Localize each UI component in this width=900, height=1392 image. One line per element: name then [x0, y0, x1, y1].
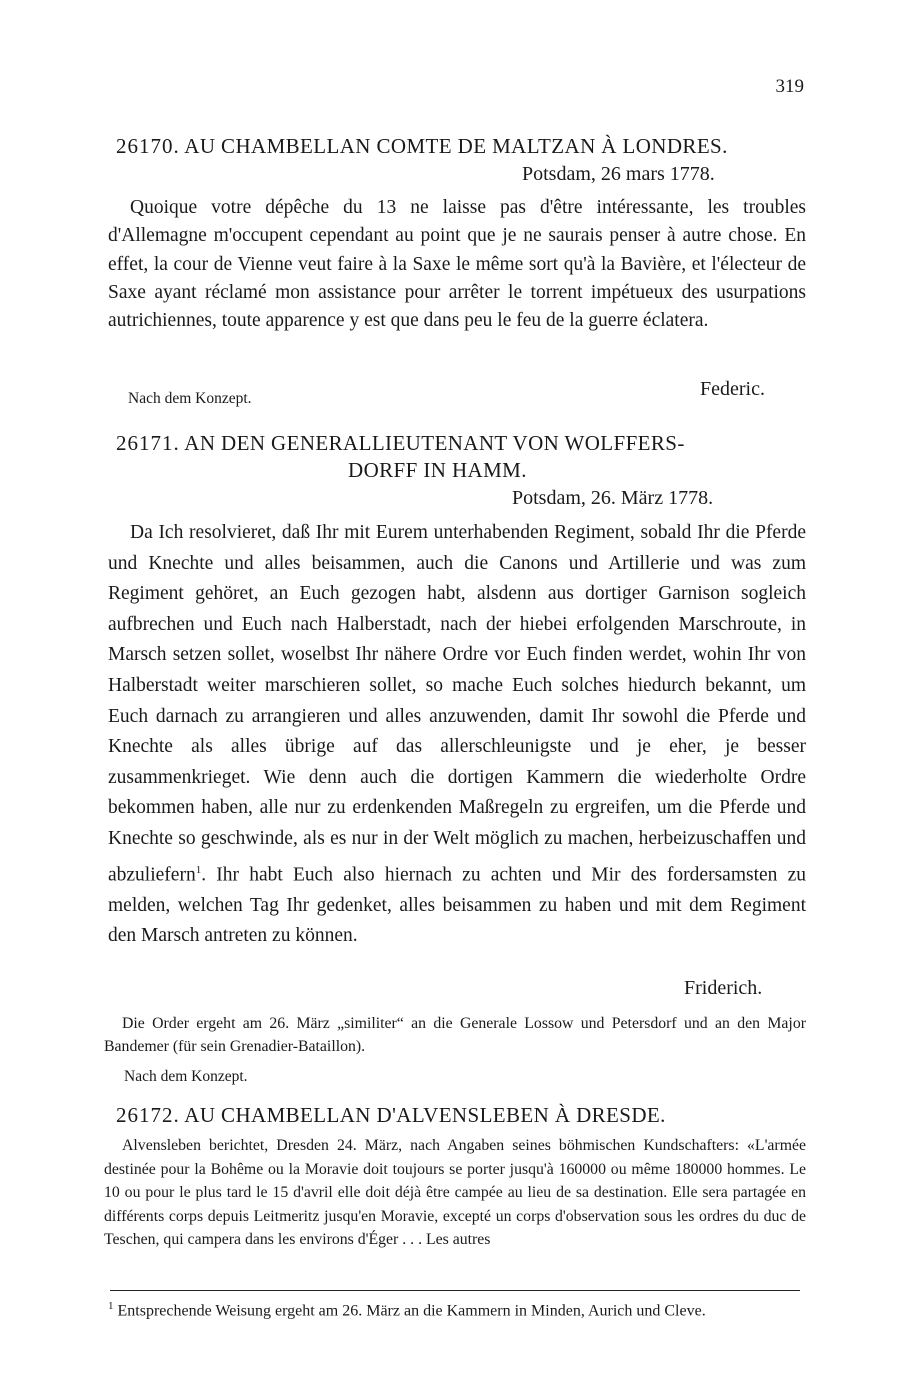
- letter-paragraph-text: Da Ich resolvieret, daß Ihr mit Eurem unterhabenden Regiment, sobald Ihr die Pferde und Knechte und alles beisammen, auch die Canons und Artillerie und was zum Regiment gehöret, an Euch gezogen habt, alsdenn aus dortiger Garnison sogleich aufbrechen und Euch nach Halberstadt, nach der hiebei erfolgenden Marschroute, in Marsch setzen sollet, woselbst Ihr nähere Ordre vor Euch finden werdet, wohin Ihr von Halberstadt weiter marschieren sollet, so mache Euch solches hiedurch bekannt, um Euch darnach zu arrangieren und alles anzuwenden, damit Ihr sowohl die Pferde und Knechte als alles übrige auf das allerschleunigste und je eher, je besser zusammenkrieget. Wie denn auch die dortigen Kammern die wiederholte Ordre bekommen haben, alle nur zu erdenkenden Maßregeln zu ergreifen, um die Pferde und Knechte so geschwinde, als es nur in der Welt möglich zu machen, herbeizuschaffen und abzuliefern: [108, 522, 806, 886]
- letter-number: 26171.: [116, 431, 180, 455]
- letter-addressee: AU CHAMBELLAN COMTE DE MALTZAN À LONDRES.: [184, 134, 728, 158]
- page-number: 319: [775, 76, 804, 97]
- letter-paragraph-text-cont: . Ihr habt Euch also hiernach zu achten und Mir des fordersamsten zu melden, welchen Tag Ihr gedenket, alles beisammen zu haben und mit dem Regiment den Marsch antreten zu können.: [108, 864, 806, 947]
- footnote-text: Entsprechende Weisung ergeht am 26. März an die Kammern in Minden, Aurich und Cleve.: [117, 1302, 706, 1320]
- letter-paragraph: [108, 518, 806, 952]
- letter-heading: [116, 134, 806, 159]
- letter-source: Nach dem Konzept.: [124, 1068, 248, 1085]
- footnote-marker: 1: [108, 1300, 114, 1312]
- letter-number: 26172.: [116, 1103, 180, 1127]
- footnote-rule: [110, 1290, 800, 1291]
- letter-signature: Friderich.: [684, 977, 763, 999]
- letter-paragraph: Quoique votre dépêche du 13 ne laisse pas d'être intéressante, les troubles d'Allemagne m'occupent cependant au point que je ne saurais penser à autre chose. En effet, la cour de Vienne veut faire à la Saxe le même sort qu'à la Bavière, et l'électeur de Saxe ayant réclamé mon assistance pour arrêter le torrent impétueux des usurpations autrichiennes, toute apparence y est que dans peu le feu de la guerre éclatera.: [108, 197, 806, 332]
- letter-body: [108, 518, 806, 952]
- letter-dateline: Potsdam, 26 mars 1778.: [522, 163, 715, 185]
- letter-note: Die Order ergeht am 26. März „similiter“ an die Generale Lossow und Petersdorf und an den Major Bandemer (für sein Grenadier-Bataillon).: [104, 1015, 806, 1055]
- letter-heading-cont: DORFF IN HAMM.: [348, 458, 527, 482]
- letter-addressee: AN DEN GENERALLIEUTENANT VON WOLFFERS-: [184, 431, 685, 455]
- letter-body: [108, 194, 806, 335]
- letter-addressee: AU CHAMBELLAN D'ALVENSLEBEN À DRESDE.: [184, 1103, 666, 1127]
- footnote-ref: 1: [195, 863, 202, 876]
- letter-signature: Federic.: [700, 378, 765, 400]
- letter-source: Nach dem Konzept.: [128, 390, 252, 407]
- letter-dateline: Potsdam, 26. März 1778.: [512, 487, 714, 509]
- footnote: [108, 1295, 808, 1322]
- letter-summary: Alvensleben berichtet, Dresden 24. März, nach Angaben seines böhmischen Kundschafters: «L'armée destinée pour la Bohême ou la Moravie doit toujours se porter jusqu'à 160000 ou même 180000 hommes. Le 10 ou pour le plus tard le 15 d'avril elle doit déjà être campée au lieu de sa destination. Elle sera partagée en différents corps depuis Leitmeritz jusqu'en Moravie, excepté un corps d'observation sous les ordres du duc de Teschen, qui campera dans les environs d'Éger . . . Les autres: [104, 1137, 806, 1248]
- letter-heading: [116, 431, 806, 456]
- letter-number: 26170.: [116, 134, 180, 158]
- letter-heading: [116, 1103, 806, 1128]
